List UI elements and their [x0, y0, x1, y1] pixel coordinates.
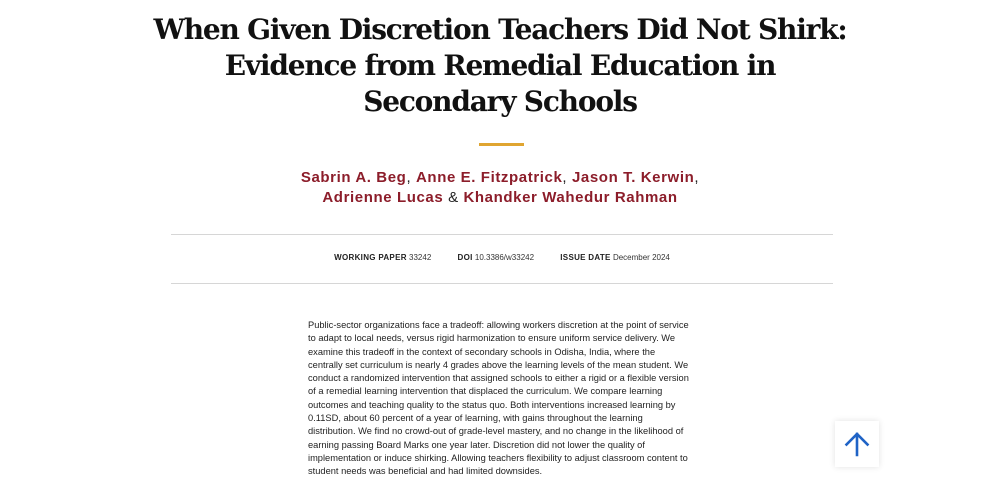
author-line	[200, 168, 800, 188]
meta-divider-bottom	[171, 283, 833, 284]
paper-meta	[171, 252, 833, 264]
working-paper-number	[334, 252, 431, 264]
title-accent-rule	[479, 143, 524, 146]
author-separator: ,	[562, 169, 568, 186]
author-link[interactable]: Sabrin A. Beg	[300, 169, 407, 186]
author-separator: &	[448, 189, 459, 206]
scroll-to-top-button[interactable]	[835, 421, 879, 467]
meta-value: 33242	[409, 253, 432, 262]
author-link[interactable]: Anne E. Fitzpatrick	[416, 169, 563, 186]
author-line	[200, 188, 800, 208]
author-link[interactable]: Jason T. Kerwin	[571, 169, 695, 186]
paper-title-line: When Given Discretion Teachers Did Not Shirk:	[153, 13, 847, 46]
meta-divider-top	[171, 234, 833, 235]
meta-label: DOI	[457, 253, 473, 262]
meta-value: 10.3386/w33242	[474, 253, 535, 262]
author-link[interactable]: Khandker Wahedur Rahman	[463, 189, 678, 206]
meta-value: December 2024	[612, 253, 670, 262]
doi	[458, 252, 535, 264]
author-separator: ,	[694, 169, 700, 186]
issue-date	[560, 252, 670, 264]
paper-title	[150, 12, 850, 120]
abstract-text: Public-sector organizations face a tradeoff: allowing workers discretion at the point of service to adapt to local needs, versus rigid harmonization to ensure uniform service delivery. We examine this tradeoff in the context of secondary schools in Odisha, India, where the centrally set curriculum is nearly 4 grades above the learning levels of the mean student. We conduct a randomized intervention that assigned schools to either a rigid or a flexible version of a remedial learning intervention that displaced the curriculum. We compare learning outcomes and teaching quality to the status quo. Both interventions increased learning by 0.11SD, about 60 percent of a year of learning, with gains throughout the learning distribution. We find no crowd-out of grade-level mastery, and no change in the likelihood of earning passing Board Marks one year later. Discretion did not lower the quality of implementation or induce shirking. Allowing teachers flexibility to adjust classroom content to student needs was beneficial and had limited downsides.	[308, 320, 689, 477]
meta-label: WORKING PAPER	[334, 253, 407, 262]
author-list	[200, 168, 800, 208]
author-separator: ,	[406, 169, 412, 186]
meta-label: ISSUE DATE	[560, 253, 611, 262]
author-link[interactable]: Adrienne Lucas	[322, 189, 444, 206]
arrow-up-icon	[844, 431, 870, 457]
paper-title-line: Evidence from Remedial Education in	[224, 49, 776, 82]
paper-title-line: Secondary Schools	[363, 85, 637, 118]
